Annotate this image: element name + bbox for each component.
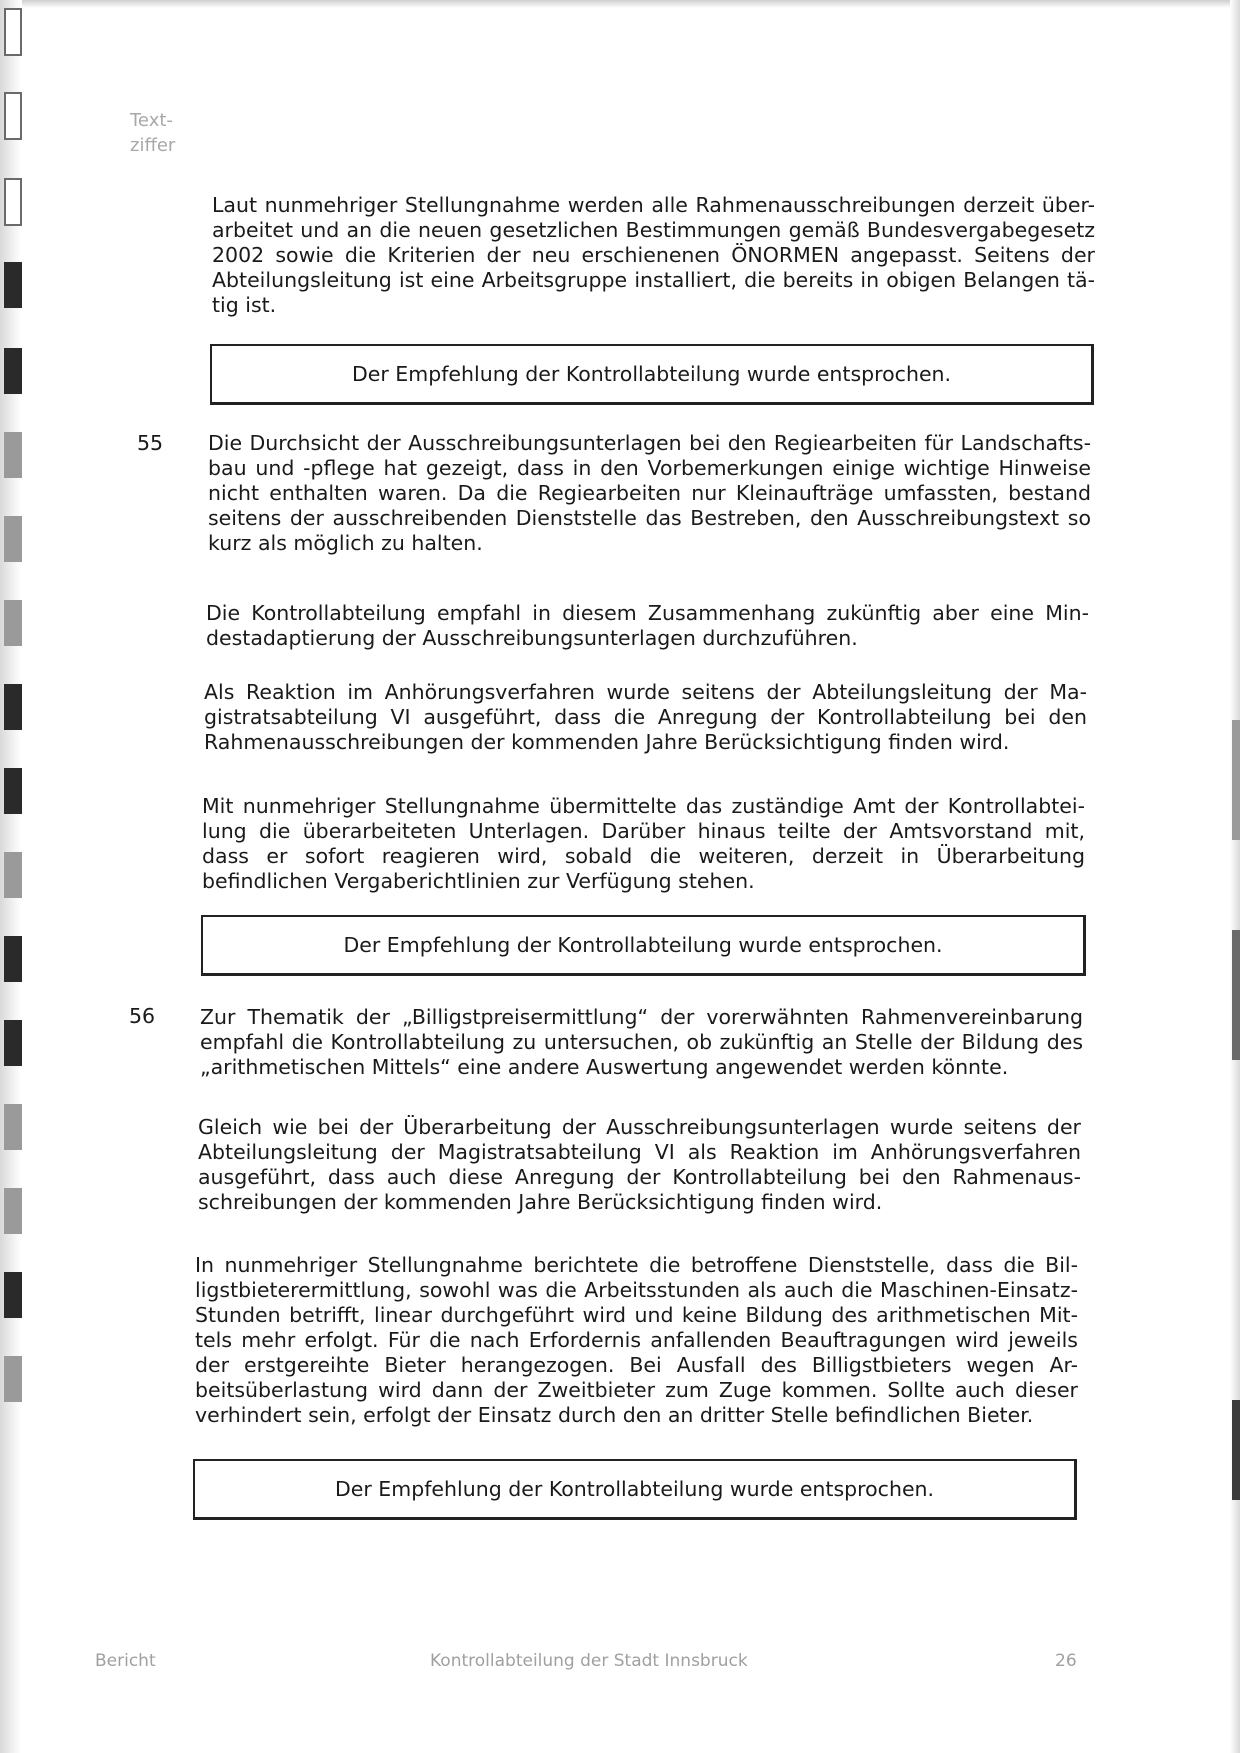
scan-mark	[4, 8, 22, 56]
scan-mark	[4, 432, 22, 478]
footer-page-number: 26	[1055, 1651, 1077, 1671]
scan-mark	[4, 600, 22, 646]
intro-paragraph: Laut nunmehriger Stellungnahme werden alle Rahmenausschreibungen derzeit über-arbeitet und an die neuen gesetzlichen Bestimmungen gemäß Bundesvergabegesetz 2002 sowie die Kriterien der neu erschienenen ÖNORMEN angepasst. Seitens der Abteilungsleitung ist eine Arbeitsgruppe installiert, die bereits in obigen Belangen tä-tig ist.	[212, 193, 1095, 317]
textziffer-margin-label: Text- ziffer	[130, 110, 176, 156]
scan-mark	[4, 516, 22, 562]
section-55-paragraph-1: Die Durchsicht der Ausschreibungsunterlagen bei den Regiearbeiten für Landschafts-bau und -pflege hat gezeigt, dass in den Vorbemerkungen einige wichtige Hinweise nicht enthalten waren. Da die Regiearbeiten nur Kleinaufträge umfassten, bestand seitens der ausschreibenden Dienststelle das Bestreben, den Ausschreibungstext so kurz als möglich zu halten.	[208, 431, 1091, 555]
section-55-paragraph-3: Als Reaktion im Anhörungsverfahren wurde seitens der Abteilungsleitung der Ma-gistratsabteilung VI ausgeführt, dass die Anregung der Kontrollabteilung bei den Rahmenausschreibungen der kommenden Jahre Berücksichtigung finden wird.	[204, 680, 1087, 754]
section-56-paragraph-2: Gleich wie bei der Überarbeitung der Ausschreibungsunterlagen wurde seitens der Abteilungsleitung der Magistratsabteilung VI als Reaktion im Anhörungsverfahren ausgeführt, dass auch diese Anregung der Kontrollabteilung bei den Rahmenaus-schreibungen der kommenden Jahre Berücksichtigung finden wird.	[198, 1115, 1081, 1214]
section-55-paragraph-2: Die Kontrollabteilung empfahl in diesem Zusammenhang zukünftig aber eine Min-destadaptierung der Ausschreibungsunterlagen durchzuführen.	[206, 601, 1089, 650]
scan-mark	[4, 348, 22, 394]
section-55-verdict-box	[201, 915, 1086, 976]
textziffer-56: 56	[129, 1004, 156, 1028]
footer-report-label: Bericht	[95, 1651, 156, 1671]
scan-mark	[4, 92, 22, 140]
scan-mark	[4, 852, 22, 898]
scan-mark	[4, 1356, 22, 1402]
section-56-paragraph-3: In nunmehriger Stellungnahme berichtete die betroffene Dienststelle, dass die Bil-ligstbieterermittlung, sowohl was die Arbeitsstunden als auch die Maschinen-Einsatz-Stunden betrifft, linear durchgeführt wird und keine Bildung des arithmetischen Mit-tels mehr erfolgt. Für die nach Erfordernis anfallenden Beauftragungen wird jeweils der erstgereihte Bieter herangezogen. Bei Ausfall des Billigstbieters wegen Ar-beitsüberlastung wird dann der Zweitbieter zum Zuge kommen. Sollte auch dieser verhindert sein, erfolgt der Einsatz durch den an dritter Stelle befindlichen Bieter.	[195, 1253, 1078, 1427]
scan-top-edge	[0, 0, 1240, 8]
scan-mark	[1232, 1400, 1240, 1500]
verdict-text: Der Empfehlung der Kontrollabteilung wurde entsprochen.	[351, 361, 952, 386]
scan-mark	[4, 1272, 22, 1318]
verdict-text: Der Empfehlung der Kontrollabteilung wurde entsprochen.	[343, 932, 943, 957]
scan-mark	[4, 936, 22, 982]
intro-verdict-box	[210, 344, 1094, 405]
section-56-paragraph-1: Zur Thematik der „Billigstpreisermittlung“ der vorerwähnten Rahmenvereinbarung empfahl die Kontrollabteilung zu untersuchen, ob zukünftig an Stelle der Bildung des „arithmetischen Mittels“ eine andere Auswertung angewendet werden könnte.	[200, 1005, 1083, 1079]
scan-mark	[1232, 930, 1240, 1060]
scan-mark	[4, 1104, 22, 1150]
scan-mark	[1232, 720, 1240, 840]
scan-left-edge	[0, 0, 22, 1753]
scan-mark	[4, 1188, 22, 1234]
section-56-verdict-box	[193, 1459, 1077, 1520]
section-55-paragraph-4: Mit nunmehriger Stellungnahme übermittelte das zuständige Amt der Kontrollabtei-lung die überarbeiteten Unterlagen. Darüber hinaus teilte der Amtsvorstand mit, dass er sofort reagieren wird, sobald die weiteren, derzeit in Überarbeitung befindlichen Vergaberichtlinien zur Verfügung stehen.	[202, 794, 1085, 893]
scan-mark	[4, 262, 22, 308]
textziffer-55: 55	[137, 431, 164, 455]
scan-right-edge	[1230, 0, 1240, 1753]
scan-mark	[4, 178, 22, 226]
verdict-text: Der Empfehlung der Kontrollabteilung wurde entsprochen.	[334, 1476, 935, 1501]
scan-mark	[4, 768, 22, 814]
scan-mark	[4, 1020, 22, 1066]
footer-department: Kontrollabteilung der Stadt Innsbruck	[430, 1651, 748, 1671]
scan-mark	[4, 684, 22, 730]
